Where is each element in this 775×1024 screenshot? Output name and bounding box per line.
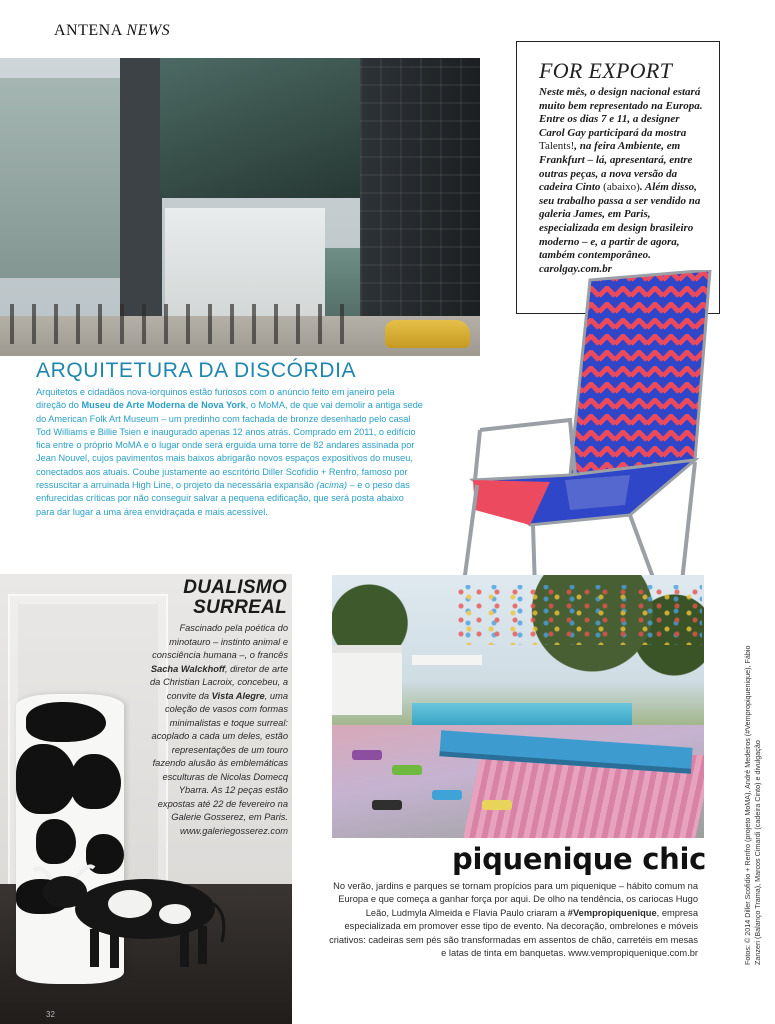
dualismo-body [140, 622, 288, 838]
glass-facade-top [160, 58, 360, 198]
for-export-text-d: (abaixo) [603, 181, 640, 194]
hanging-decorations [452, 585, 702, 645]
picnic-photo [332, 575, 704, 838]
for-export-title: FOR EXPORT [539, 58, 673, 83]
page-number: 32 [46, 1010, 55, 1019]
for-export-text-a: Neste mês, o design nacional estará muito bem representado na Europa. Entre os dias 7 e 11, a designer Carol Gay participará da mostra [539, 86, 703, 139]
cushion [482, 800, 512, 810]
piquenique-body-bold: #Vempropiquenique [567, 907, 657, 918]
for-export-text [539, 86, 707, 276]
cushion [372, 800, 402, 810]
for-export-text-e: . Além disso, seu trabalho passa a ser vendido na galeria James, em Paris, especializada em design brasileiro moderno – e, a partir de agora, também contemporâneo. carolgay.com.br [539, 181, 701, 275]
arquitetura-body-bold: Museu de Arte Moderna de Nova York [81, 400, 246, 411]
arquitetura-title: ARQUITETURA DA DISCÓRDIA [36, 359, 357, 382]
photo-credits-text: Fotos: © 2014 Diller Scofidio + Renfro (projeto MoMA), André Medeiros (#Vempropiquenique), Fábio Zanzeri (Balanço Trama), Marcos Cimardi (cadeira Cinto) e divulgação [743, 645, 762, 965]
piquenique-body-2: , empresa especializada em promover esse tipo de evento. Na decoração, ombrelones e móveis criativos: cadeiras sem pés são transformadas em assentos de chão, carretéis em mesas e latas de tinta em banquetas. www.vempropiquenique.com.br [329, 907, 698, 959]
piquenique-body [322, 880, 698, 960]
arquitetura-body-2: , o MoMA, de que vai demolir a antiga sede do American Folk Art Museum – um predinho com fachada de bronze desenhado pelo casal Tod Williams e Billie Tsien e inaugurado apenas 12 anos atrás. Comprado em 2011, o edifício fica entre o próprio MoMA e o lugar onde será erguida uma torre de 82 andares assinada por Jean Nouvel, cujos pavimentos mais baixos abrigarão novos espaços expositivos do museu, conectados aos atuais. Coube justamente ao escritório Diller Scofidio + Renfro, famoso por ressuscitar a arruinada High Line, o projeto da necessária expansão [36, 400, 423, 491]
dualismo-body-1: Fascinado pela poética do minotauro – instinto animal e consciência humana –, o francês [152, 623, 288, 660]
cushion [432, 790, 462, 800]
dualismo-body-bold-1: Sacha Walckhoff [150, 663, 225, 674]
pavilion [332, 645, 402, 715]
arquitetura-body-3: – e o peso das enfurecidas críticas por não conseguir salvar a pequena edificação, que será posta abaixo para dar lugar a uma área envidraçada e mais acessível. [36, 480, 410, 517]
dualismo-title-1: DUALISMO [183, 577, 287, 598]
dualismo-body-bold-2: Vista Alegre [211, 690, 265, 701]
for-export-text-c: , na feira Ambiente, em Frankfurt – lá, apresentará, entre outras peças, a nova versão da cadeira Cinto [539, 140, 693, 194]
gazebo [412, 655, 482, 705]
piquenique-body-1: No verão, jardins e parques se tornam propícios para um piquenique – hábito comum na Europa e que começa a ganhar força por aqui. De olho na tendência, os cariocas Hugo Leão, Ludmyla Almeida e Flavia Paulo criaram a [333, 881, 698, 918]
photo-credits [713, 620, 762, 965]
piquenique-title: piquenique chic [452, 842, 706, 876]
moma-expansion-photo [0, 58, 480, 356]
arquitetura-body [36, 386, 424, 519]
pool [412, 703, 632, 725]
arquitetura-body-italic: (acima) [316, 480, 348, 491]
section-name: ANTENA [54, 22, 122, 39]
for-export-text-b: Talents! [539, 140, 575, 153]
cushion [392, 765, 422, 775]
cushion [352, 750, 382, 760]
pedestrians [10, 304, 350, 344]
section-tag: NEWS [126, 22, 171, 39]
dualismo-body-2: , diretor de arte da Christian Lacroix, concebeu, a convite da [150, 663, 288, 701]
bull-figurine [30, 854, 230, 974]
glass-facade-left [0, 78, 120, 278]
arquitetura-body-1: Arquitetos e cidadãos nova-iorquinos estão furiosos com o anúncio feito em janeiro pela direção do [36, 387, 395, 411]
dualismo-body-3: , uma coleção de vasos com formas minimalistas e toque surreal: acoplado a cada um deles, estão representações de um touro fazendo alusão às emblemáticas esculturas de Nicolas Domecq Ybarra. As 12 peças estão expostas até 22 de fevereiro na Galerie Gosserez, em Paris. www.galeriegosserez.com [151, 690, 288, 836]
section-header [54, 22, 170, 40]
dualismo-title [160, 578, 287, 618]
dualismo-title-2: SURREAL [193, 597, 287, 618]
